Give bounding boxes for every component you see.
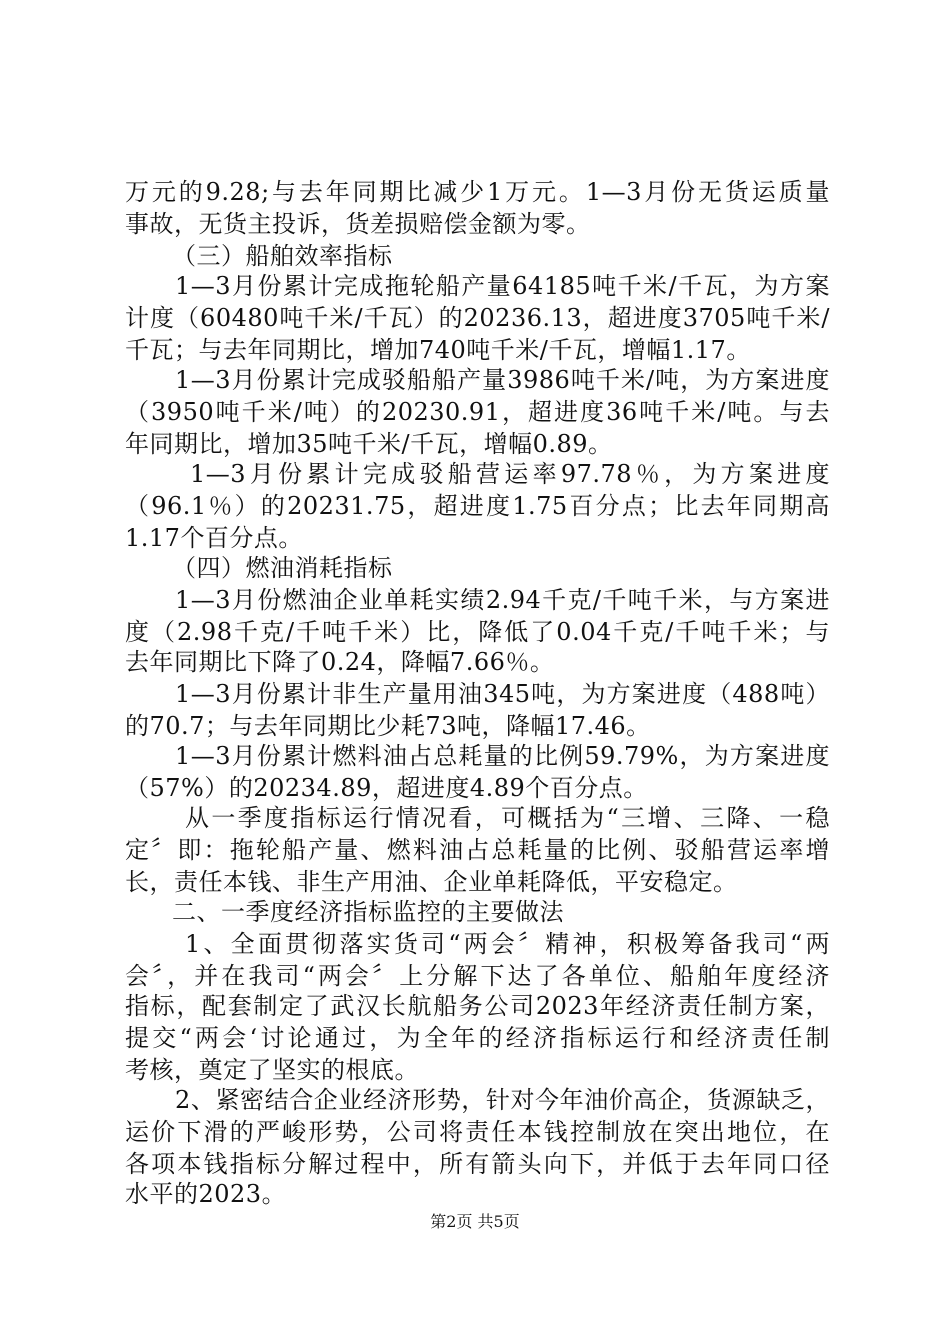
text-line: 长，责任本钱、非生产用油、企业单耗降低，平安稳定。 bbox=[125, 868, 738, 896]
text-line: 1—3月份燃油企业单耗实绩2.94千克/千吨千米，与方案进 bbox=[175, 586, 830, 614]
text-line: 运价下滑的严峻形势，公司将责任本钱控制放在突出地位，在 bbox=[125, 1118, 830, 1146]
section-heading: （四）燃油消耗指标 bbox=[172, 554, 393, 582]
text-line: 1—3月份累计完成驳船船产量3986吨千米/吨，为方案进度 bbox=[175, 366, 830, 394]
text-line: 年同期比，增加35吨千米/千瓦，增幅0.89。 bbox=[125, 430, 613, 458]
text-line: 2、紧密结合企业经济形势，针对今年油价高企，货源缺乏， bbox=[175, 1086, 830, 1114]
text-line: 事故，无货主投诉，货差损赔偿金额为零。 bbox=[125, 210, 591, 238]
section-heading: （三）船舶效率指标 bbox=[172, 242, 393, 270]
text-line: （96.1％）的20231.75，超进度1.75百分点；比去年同期高 bbox=[125, 492, 830, 520]
text-line: 各项本钱指标分解过程中，所有箭头向下，并低于去年同口径 bbox=[125, 1150, 830, 1178]
text-line: 万元的9.28;与去年同期比减少1万元。1—3月份无货运质量 bbox=[125, 178, 830, 206]
text-line: 1—3月份累计燃料油占总耗量的比例59.79%，为方案进度 bbox=[175, 742, 830, 770]
text-line: 度（2.98千克/千吨千米）比，降低了0.04千克/千吨千米；与 bbox=[125, 618, 830, 646]
text-line: 千瓦；与去年同期比，增加740吨千米/千瓦，增幅1.17。 bbox=[125, 336, 751, 364]
text-line: （57%）的20234.89，超进度4.89个百分点。 bbox=[125, 774, 648, 802]
text-line: 的70.7；与去年同期比少耗73吨，降幅17.46。 bbox=[125, 712, 651, 740]
text-line: 提交“两会‘讨论通过，为全年的经济指标运行和经济责任制 bbox=[125, 1024, 830, 1052]
text-line: 会〞，并在我司“两会〞上分解下达了各单位、船舶年度经济 bbox=[125, 962, 830, 990]
page-footer: 第2页 共5页 bbox=[430, 1212, 520, 1231]
text-line: 从一季度指标运行情况看，可概括为“三增、三降、一稳 bbox=[185, 804, 830, 832]
text-line: 计度（60480吨千米/千瓦）的20236.13，超进度3705吨千米/ bbox=[125, 304, 830, 332]
text-line: 1—3月份累计非生产量用油345吨，为方案进度（488吨） bbox=[175, 680, 830, 708]
text-line: 考核，奠定了坚实的根底。 bbox=[125, 1056, 419, 1084]
text-line: 1.17个百分点。 bbox=[125, 524, 303, 552]
text-line: 1—3月份累计完成拖轮船产量64185吨千米/千瓦，为方案 bbox=[175, 272, 830, 300]
section-heading: 二、一季度经济指标监控的主要做法 bbox=[172, 898, 564, 926]
text-line: 水平的2023。 bbox=[125, 1180, 287, 1208]
text-line: 去年同期比下降了0.24，降幅7.66％。 bbox=[125, 648, 555, 676]
text-line: 1—3月份累计完成驳船营运率97.78％，为方案进度 bbox=[190, 460, 830, 488]
text-line: 定〞即：拖轮船产量、燃料油占总耗量的比例、驳船营运率增 bbox=[125, 836, 830, 864]
text-line: 1、全面贯彻落实货司“两会〞精神，积极筹备我司“两 bbox=[185, 930, 830, 958]
text-line: 指标，配套制定了武汉长航船务公司2023年经济责任制方案， bbox=[125, 992, 830, 1020]
text-line: （3950吨千米/吨）的20230.91，超进度36吨千米/吨。与去 bbox=[125, 398, 830, 426]
